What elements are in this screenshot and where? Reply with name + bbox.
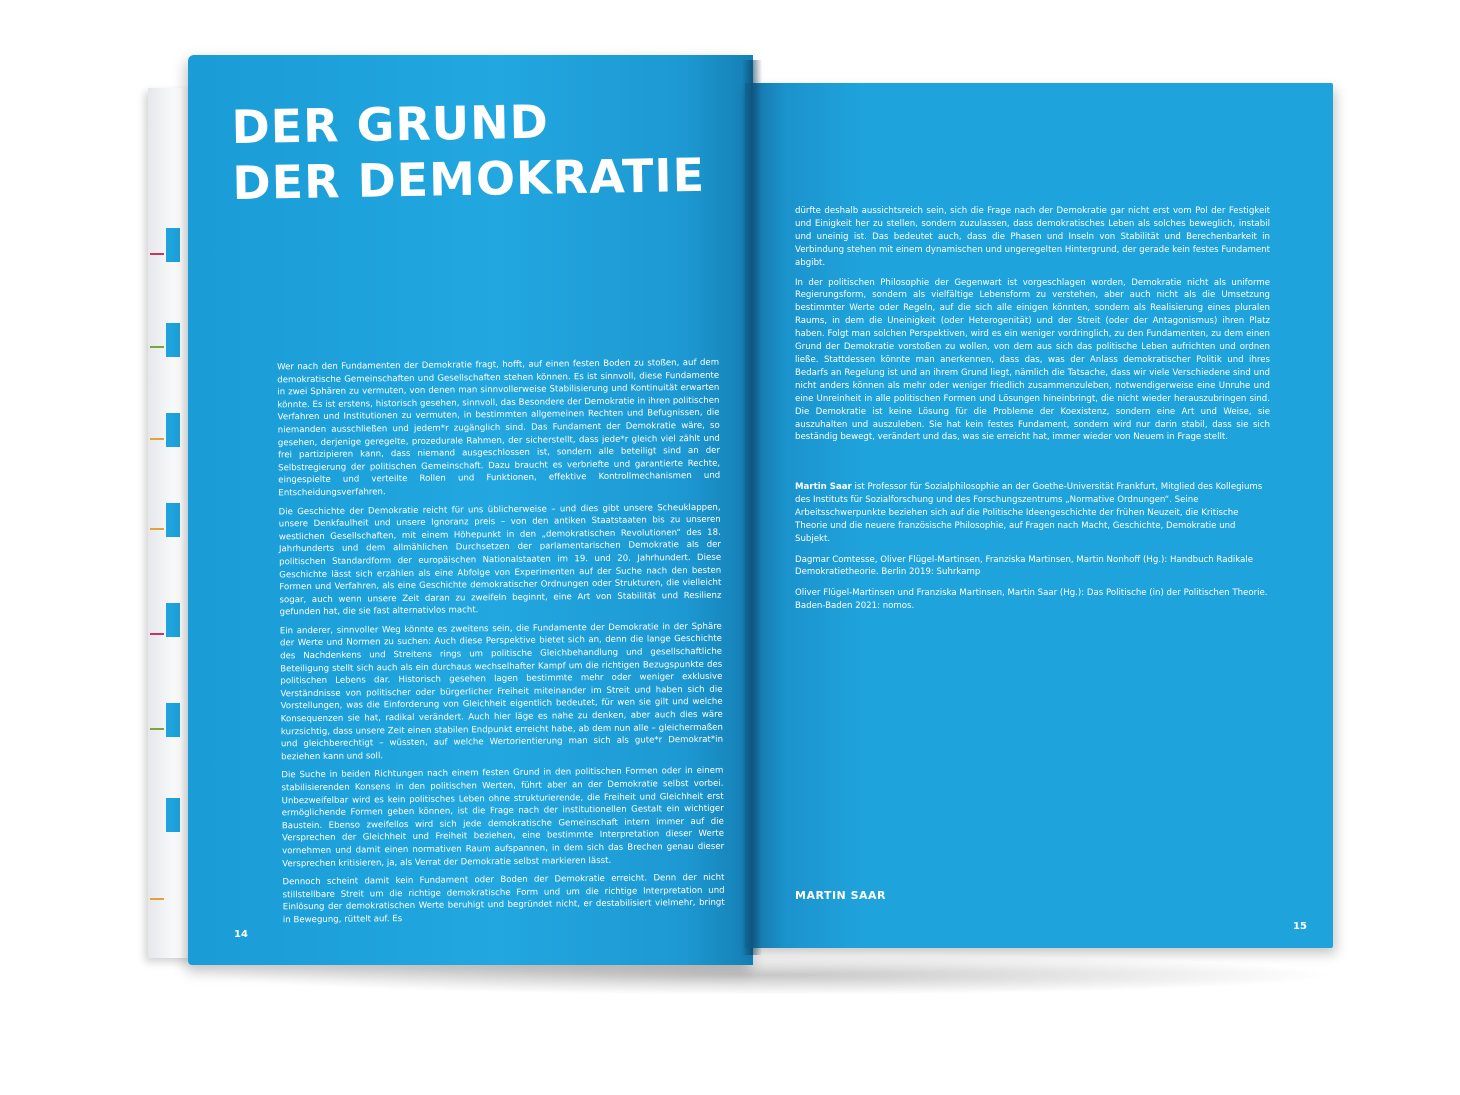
index-mark xyxy=(150,253,164,255)
left-body-text xyxy=(277,357,725,933)
index-mark xyxy=(150,898,164,900)
left-page xyxy=(188,55,753,965)
paragraph: Die Suche in beiden Richtungen nach einem festen Grund in den politischen Formen oder in einem stabilisierenden Konsens in den politischen Werten, führt aber an der Demokratie selbst vorbei. Unbezweifelbar wird es kein politisches Leben ohne strukturierende, die Freiheit und Gleichheit erst ermöglichende Formen geben können, ist die Frage nach der institutionellen Gestalt ein wichtiger Baustein. Ebenso zweifellos wird sich jede demokratische Gemeinschaft intern immer auf die Versprechen der Gleichheit und Freiheit beziehen, eine bestimmte Interpretation dieser Werte vornehmen und damit einen normativen Raum aufspannen, in dem sich das Brechen genau dieser Versprechen kritisieren, ja, als Verrat der Demokratie selbst markieren lässt. xyxy=(281,766,725,869)
index-mark xyxy=(150,528,164,530)
index-tab xyxy=(166,323,180,357)
right-body-text xyxy=(795,205,1270,451)
paragraph: Ein anderer, sinnvoller Weg könnte es zweitens sein, die Fundamente der Demokratie in der Sphäre der Werte und Normen zu suchen: Auch diese Perspektive bietet sich an, denn die lange Geschichte des Nachdenkens und Streitens rings um politische Gleichbehandlung und gesellschaftliche Beteiligung stellt sich auch als ein durchaus wechselhafter Kampf um die richtigen Bezugspunkte des politischen Lebens dar. Historisch gesehen lagen bestimmte mehr oder weniger exklusive Verständnisse von politischer oder bürgerlicher Freiheit miteinander im Streit und haben sich die Vorstellungen, was die Einforderung von Gleichheit eigentlich bedeutet, für wen sie gilt und welche Konsequenzen sie hat, radikal verändert. Auch hier läge es nahe zu denken, aber auch dies wäre kurzsichtig, dass unsere Zeit einen stabilen Endpunkt erreicht habe, ab dem nun alle – gleichermaßen und gleichberechtigt – wüssten, auf welche Wertorientierung man sich als gute*r Demokrat*in beziehen kann und soll. xyxy=(279,621,724,763)
title-line-1: DER GRUND xyxy=(231,94,550,155)
right-page xyxy=(745,83,1333,948)
article-title xyxy=(231,91,705,211)
paragraph: Wer nach den Fundamenten der Demokratie fragt, hofft, auf einen festen Boden zu stoßen, auf dem demokratische Gemeinschaften und Gesellschaften stehen können. Es ist sinnvoll, diese Fundamente in zwei Sphären zu vermuten, von denen man sinnvollerweise Stabilisierung und Kontinuität erwarten könnte. Es ist erstens, historisch gesehen, sinnvoll, das Besondere der Demokratie in ihren politischen Verfahren und Institutionen zu vermuten, in bestimmten allgemeinen Rechten und Befugnissen, die niemanden ausschließen und jedem*r zugänglich sind. Das Fundament der Demokratie wäre, so gesehen, derjenige geregelte, prozedurale Rahmen, der sicherstellt, dass jede*r gleich viel zählt und frei partizipieren kann, dass niemand ausgeschlossen ist, sondern alle beteiligt sind an der Selbstregierung der politischen Gemeinschaft. Dazu braucht es verbriefte und garantierte Rechte, eingespielte und verteilte Rollen und Funktionen, effektive Kontrollmechanismen und Entscheidungsverfahren. xyxy=(277,357,721,499)
index-tab xyxy=(166,413,180,447)
author-footer: MARTIN SAAR xyxy=(795,889,886,902)
index-mark xyxy=(150,728,164,730)
index-tab xyxy=(166,503,180,537)
index-mark xyxy=(150,438,164,440)
bio-paragraph xyxy=(795,481,1270,546)
index-tab xyxy=(166,798,180,832)
author-bio xyxy=(795,481,1270,621)
author-name: Martin Saar xyxy=(795,482,852,492)
reference: Dagmar Comtesse, Oliver Flügel-Martinsen, Franziska Martinsen, Martin Nonhoff (Hg.): Handbuch Radikale Demokratietheorie. Berlin 2019: Suhrkamp xyxy=(795,554,1254,578)
index-mark xyxy=(150,633,164,635)
reference: Oliver Flügel-Martinsen und Franziska Martinsen, Martin Saar (Hg.): Das Politische (in) der Politischen Theorie. Baden-Baden 2021: nomos. xyxy=(795,588,1268,612)
page-number-left: 14 xyxy=(234,929,248,940)
paragraph: Dennoch scheint damit kein Fundament oder Boden der Demokratie erreicht. Denn der nicht stillstellbare Streit um die richtige demokratische Form und um die richtige Interpretation und Einlösung der demokratischen Werte beruhigt und begründet nicht, er destabilisiert vielmehr, bringt in Bewegung, rüttelt auf. Es xyxy=(282,872,725,926)
paragraph: dürfte deshalb aussichtsreich sein, sich die Frage nach der Demokratie gar nicht erst vom Pol der Festigkeit und Einigkeit her zu stellen, sondern zuzulassen, dass demokratisches Leben als solches beweglich, instabil und uneinig ist. Das bedeutet auch, dass die Phasen und Inseln von Stabilität und Berechenbarkeit in Verbindung stehen mit einem dynamischen und ungeregelten Hintergrund, der gerade kein festes Fundament abgibt. xyxy=(795,206,1270,268)
bio-text: ist Professor für Sozialphilosophie an der Goethe-Universität Frankfurt, Mitglied des Kollegiums des Instituts für Sozialforschung und des Forschungszentrums „Normative Ordnungen“. Seine Arbeitsschwerpunkte beziehen sich auf die Politische Ideengeschichte der frühen Neuzeit, die Kritische Theorie und die neuere französische Philosophie, auf Fragen nach Macht, Geschichte, Demokratie und Subjekt. xyxy=(795,482,1263,544)
title-line-2: DER DEMOKRATIE xyxy=(232,147,706,211)
paragraph: Die Geschichte der Demokratie reicht für uns üblicherweise – und dies gibt unsere Scheuklappen, unsere Denkfaulheit und unsere Ignoranz preis – von den antiken Staatstaaten bis zu unseren westlichen Gesellschaften, mit einem Höhepunkt in den „demokratischen Revolutionen“ des 18. Jahrhunderts und dem allmählichen Durchsetzen der parlamentarischen Demokratie als der politischen Standardform der europäischen Nationalstaaten im 19. und 20. Jahrhundert. Diese Geschichte lässt sich erzählen als eine Abfolge von Experimenten auf der Suche nach den besten Formen und Verfahren, als eine Geschichte demokratischer Ordnungen oder Strukturen, die vielleicht sogar, auch wenn unsere Zeit daran zu zweifeln beginnt, eine Art von Stabilität und Resilienz gefunden hat, die sie fast alternativlos macht. xyxy=(278,502,722,618)
index-mark xyxy=(150,346,164,348)
paragraph: In der politischen Philosophie der Gegenwart ist vorgeschlagen worden, Demokratie nicht als uniforme Regierungsform, sondern als vielfältige Lebensform zu verstehen, aber auch nicht als die Umsetzung bestimmter Werte oder Regeln, auf die sich alle einigen könnten, sondern als Realisierung eines pluralen Raums, in dem die Uneinigkeit (oder Heterogenität) und der Streit (oder der Antagonismus) ihren Platz haben. Folgt man solchen Perspektiven, wird es ein weniger vordringlich, zu den Fundamenten, zu dem einen Grund der Demokratie vorstoßen zu wollen, von dem aus sich das politische Leben aufrichten und ordnen ließe. Stattdessen könnte man anerkennen, dass das, was der Anlass demokratischer Politik und ihres Bedarfs an Regelung ist und an ihrem Grund liegt, nämlich die Tatsache, dass wir viele Verschiedene sind und nicht anders können als mehr oder weniger friedlich zusammenzuleben, notwendigerweise eine Unruhe und eine Unreinheit in alle politischen Formen und Lösungen hineinbringt, die nicht wieder herauszubringen sind. Die Demokratie ist keine Lösung für die Probleme der Koexistenz, sondern eine Art und Weise, sie auszuhalten und auszuleben. Sie hat kein festes Fundament, sondern wird nur darin stabil, dass sie sich beständig bewegt, verändert und das, was sie erreicht hat, immer wieder von Neuem in Frage stellt. xyxy=(795,277,1270,443)
index-tab xyxy=(166,228,180,262)
index-tab xyxy=(166,603,180,637)
page-number-right: 15 xyxy=(1293,921,1307,932)
index-tab xyxy=(166,703,180,737)
book-gutter xyxy=(742,60,762,955)
